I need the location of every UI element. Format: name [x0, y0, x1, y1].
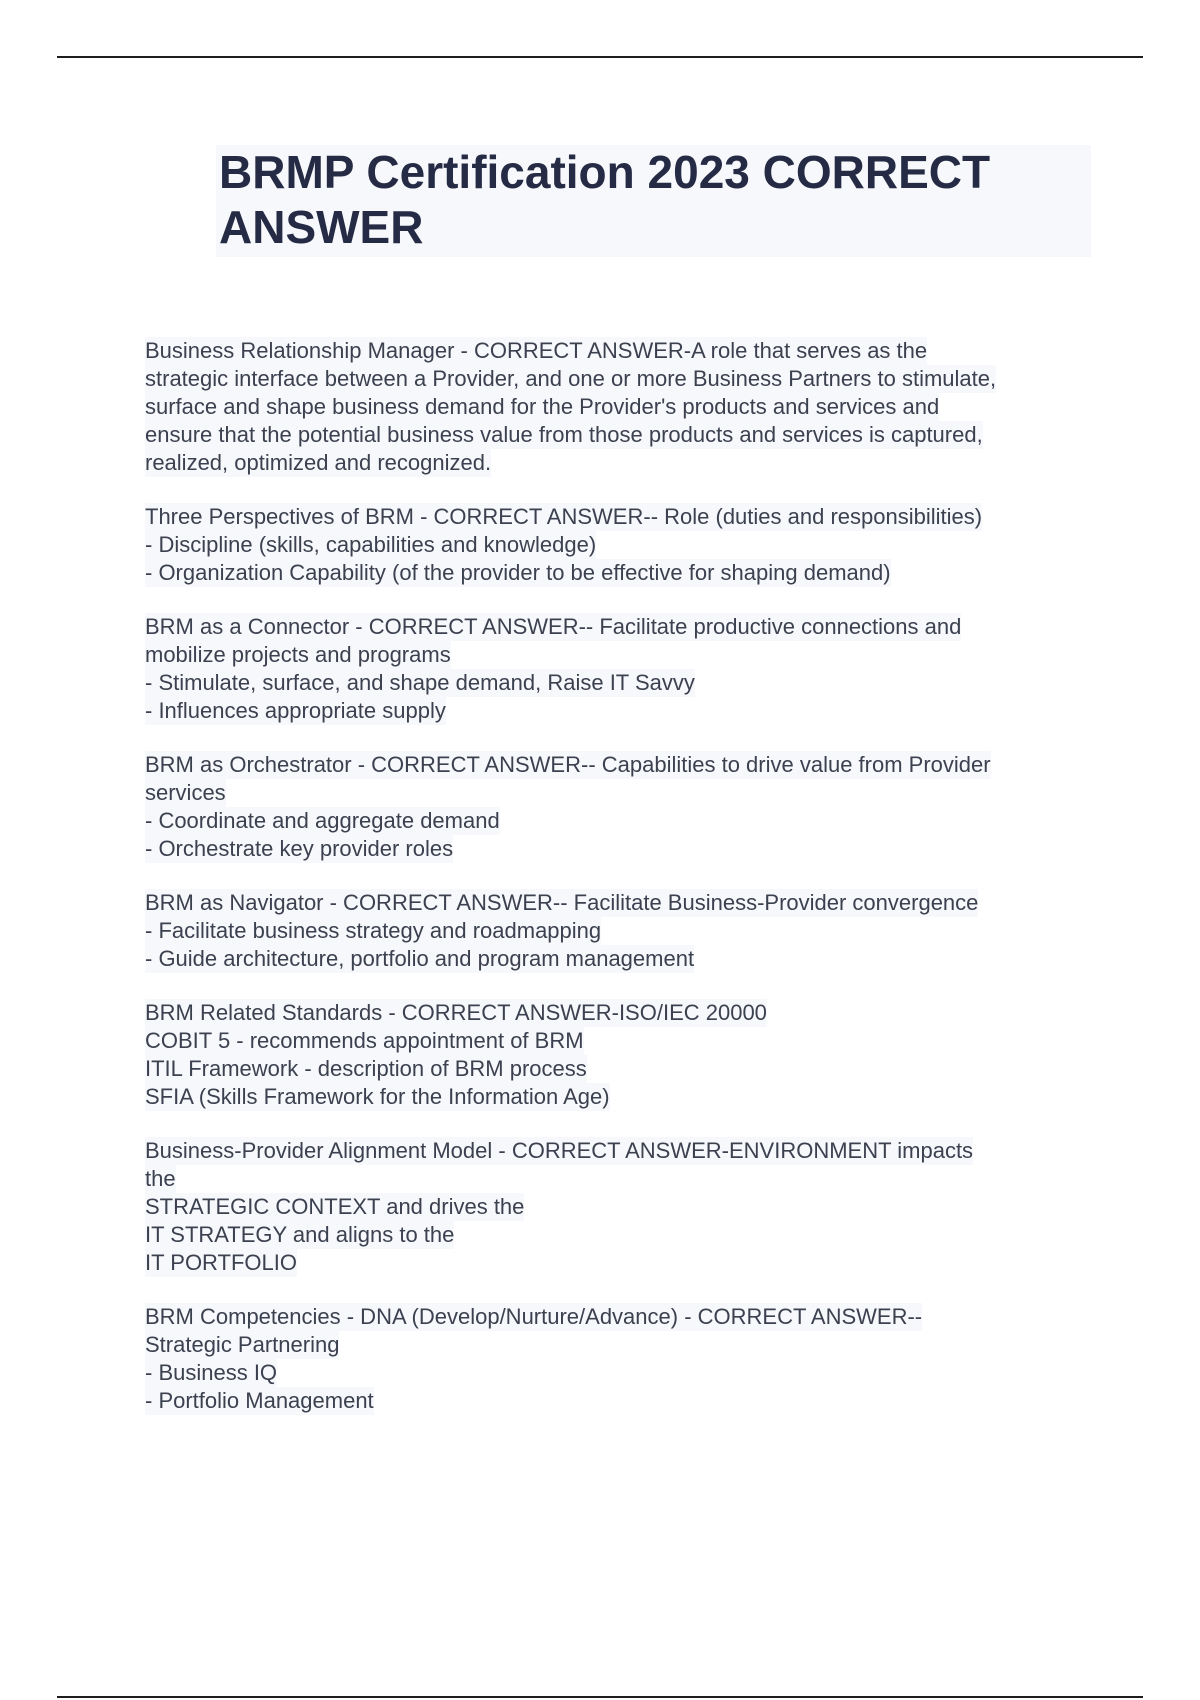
title-line: ANSWER [219, 201, 424, 253]
flashcard-entry [145, 751, 1095, 863]
entry-line: Three Perspectives of BRM - CORRECT ANSWER-- Role (duties and responsibilities) [145, 504, 983, 529]
entry-line: Business Relationship Manager - CORRECT ANSWER-A role that serves as the [145, 338, 928, 363]
entry-line: BRM Related Standards - CORRECT ANSWER-ISO/IEC 20000 [145, 1000, 767, 1025]
entry-line: - Facilitate business strategy and roadmapping [145, 918, 602, 943]
entry-line: Business-Provider Alignment Model - CORRECT ANSWER-ENVIRONMENT impacts [145, 1138, 974, 1163]
footer-rule [57, 1696, 1143, 1698]
entry-line: BRM as a Connector - CORRECT ANSWER-- Facilitate productive connections and [145, 614, 962, 639]
flashcard-entry [145, 613, 1095, 725]
entry-line: realized, optimized and recognized. [145, 450, 492, 475]
flashcard-list [145, 337, 1095, 1441]
flashcard-entry [145, 1303, 1095, 1415]
entry-line: the [145, 1166, 176, 1191]
entry-line: surface and shape business demand for the Provider's products and services and [145, 394, 940, 419]
entry-line: services [145, 780, 226, 805]
entry-line: Strategic Partnering [145, 1332, 340, 1357]
entry-line: - Influences appropriate supply [145, 698, 446, 723]
entry-line: - Guide architecture, portfolio and program management [145, 946, 695, 971]
flashcard-entry [145, 999, 1095, 1111]
flashcard-entry [145, 1137, 1095, 1277]
title-line: BRMP Certification 2023 CORRECT [219, 146, 991, 198]
entry-line: COBIT 5 - recommends appointment of BRM [145, 1028, 584, 1053]
document-title-text [216, 145, 1091, 255]
entry-line: - Orchestrate key provider roles [145, 836, 454, 861]
entry-line: ensure that the potential business value from those products and services is captured, [145, 422, 983, 447]
document-title [216, 145, 1091, 257]
entry-line: SFIA (Skills Framework for the Information Age) [145, 1084, 610, 1109]
entry-line: - Portfolio Management [145, 1388, 374, 1413]
entry-line: STRATEGIC CONTEXT and drives the [145, 1194, 525, 1219]
entry-line: ITIL Framework - description of BRM process [145, 1056, 587, 1081]
flashcard-entry [145, 337, 1095, 477]
entry-line: IT PORTFOLIO [145, 1250, 297, 1275]
entry-line: - Organization Capability (of the provider to be effective for shaping demand) [145, 560, 891, 585]
entry-line: - Discipline (skills, capabilities and knowledge) [145, 532, 597, 557]
entry-line: - Stimulate, surface, and shape demand, Raise IT Savvy [145, 670, 695, 695]
flashcard-entry [145, 889, 1095, 973]
entry-line: - Coordinate and aggregate demand [145, 808, 500, 833]
entry-line: strategic interface between a Provider, and one or more Business Partners to stimulate, [145, 366, 997, 391]
entry-line: BRM Competencies - DNA (Develop/Nurture/Advance) - CORRECT ANSWER-- [145, 1304, 923, 1329]
flashcard-entry [145, 503, 1095, 587]
header-rule [57, 56, 1143, 58]
entry-line: - Business IQ [145, 1360, 278, 1385]
entry-line: BRM as Navigator - CORRECT ANSWER-- Facilitate Business-Provider convergence [145, 890, 979, 915]
entry-line: IT STRATEGY and aligns to the [145, 1222, 455, 1247]
entry-line: mobilize projects and programs [145, 642, 451, 667]
entry-line: BRM as Orchestrator - CORRECT ANSWER-- Capabilities to drive value from Provider [145, 752, 991, 777]
